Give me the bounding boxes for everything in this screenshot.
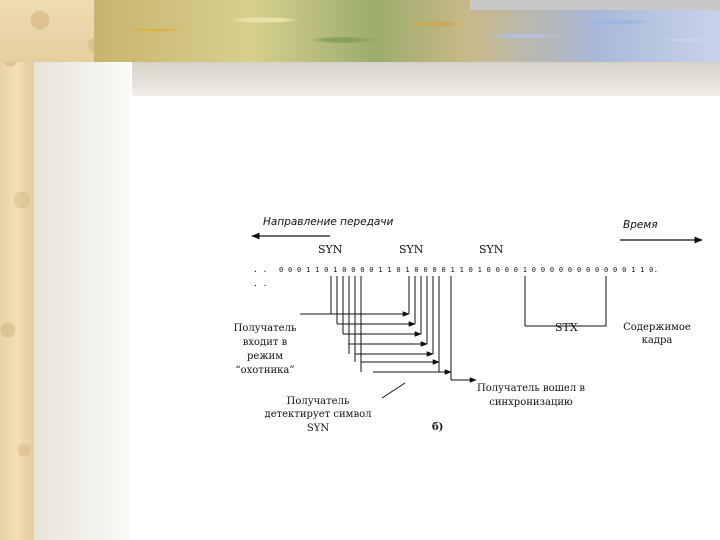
synced-line-1: Получатель вошел в [476, 383, 586, 394]
detects-annotation [265, 396, 372, 434]
syn-label-3: SYN [479, 243, 504, 256]
syn-label-1: SYN [318, 243, 343, 256]
detects-line-3: SYN [306, 423, 330, 434]
frame-content-line-2: кадра [641, 335, 673, 346]
syn-label-2: SYN [399, 243, 424, 256]
detects-line-1: Получатель [286, 396, 350, 407]
shift-lines [300, 314, 476, 398]
direction-label: Направление передачи [263, 216, 394, 228]
detects-line-2: детектирует символ [264, 409, 372, 420]
bit-stream: 0 0 0 1 1 0 1 0 0 0 0 1 1 0 1 0 0 0 0 1 1 0 1 0 0 0 0 1 0 0 0 0 0 0 0 0 0 0 0 1 1 0. [279, 266, 659, 274]
hunting-line-3: режим [247, 351, 283, 362]
figure-label: б) [432, 422, 444, 433]
hunting-annotation [234, 323, 297, 376]
synced-annotation [477, 383, 585, 408]
hunting-line-1: Получатель [233, 323, 297, 334]
stx-label: STX [555, 321, 578, 334]
bit-prefix: . . [253, 265, 268, 274]
frame-content-line-1: Содержимое [623, 322, 691, 333]
frame-content-annotation [623, 322, 691, 346]
bit-continuation: . . [253, 279, 268, 288]
synced-line-2: синхронизацию [489, 397, 573, 408]
hunting-line-2: входит в [242, 337, 288, 348]
hunting-line-4: “охотника” [235, 365, 295, 376]
time-label: Время [623, 219, 658, 231]
